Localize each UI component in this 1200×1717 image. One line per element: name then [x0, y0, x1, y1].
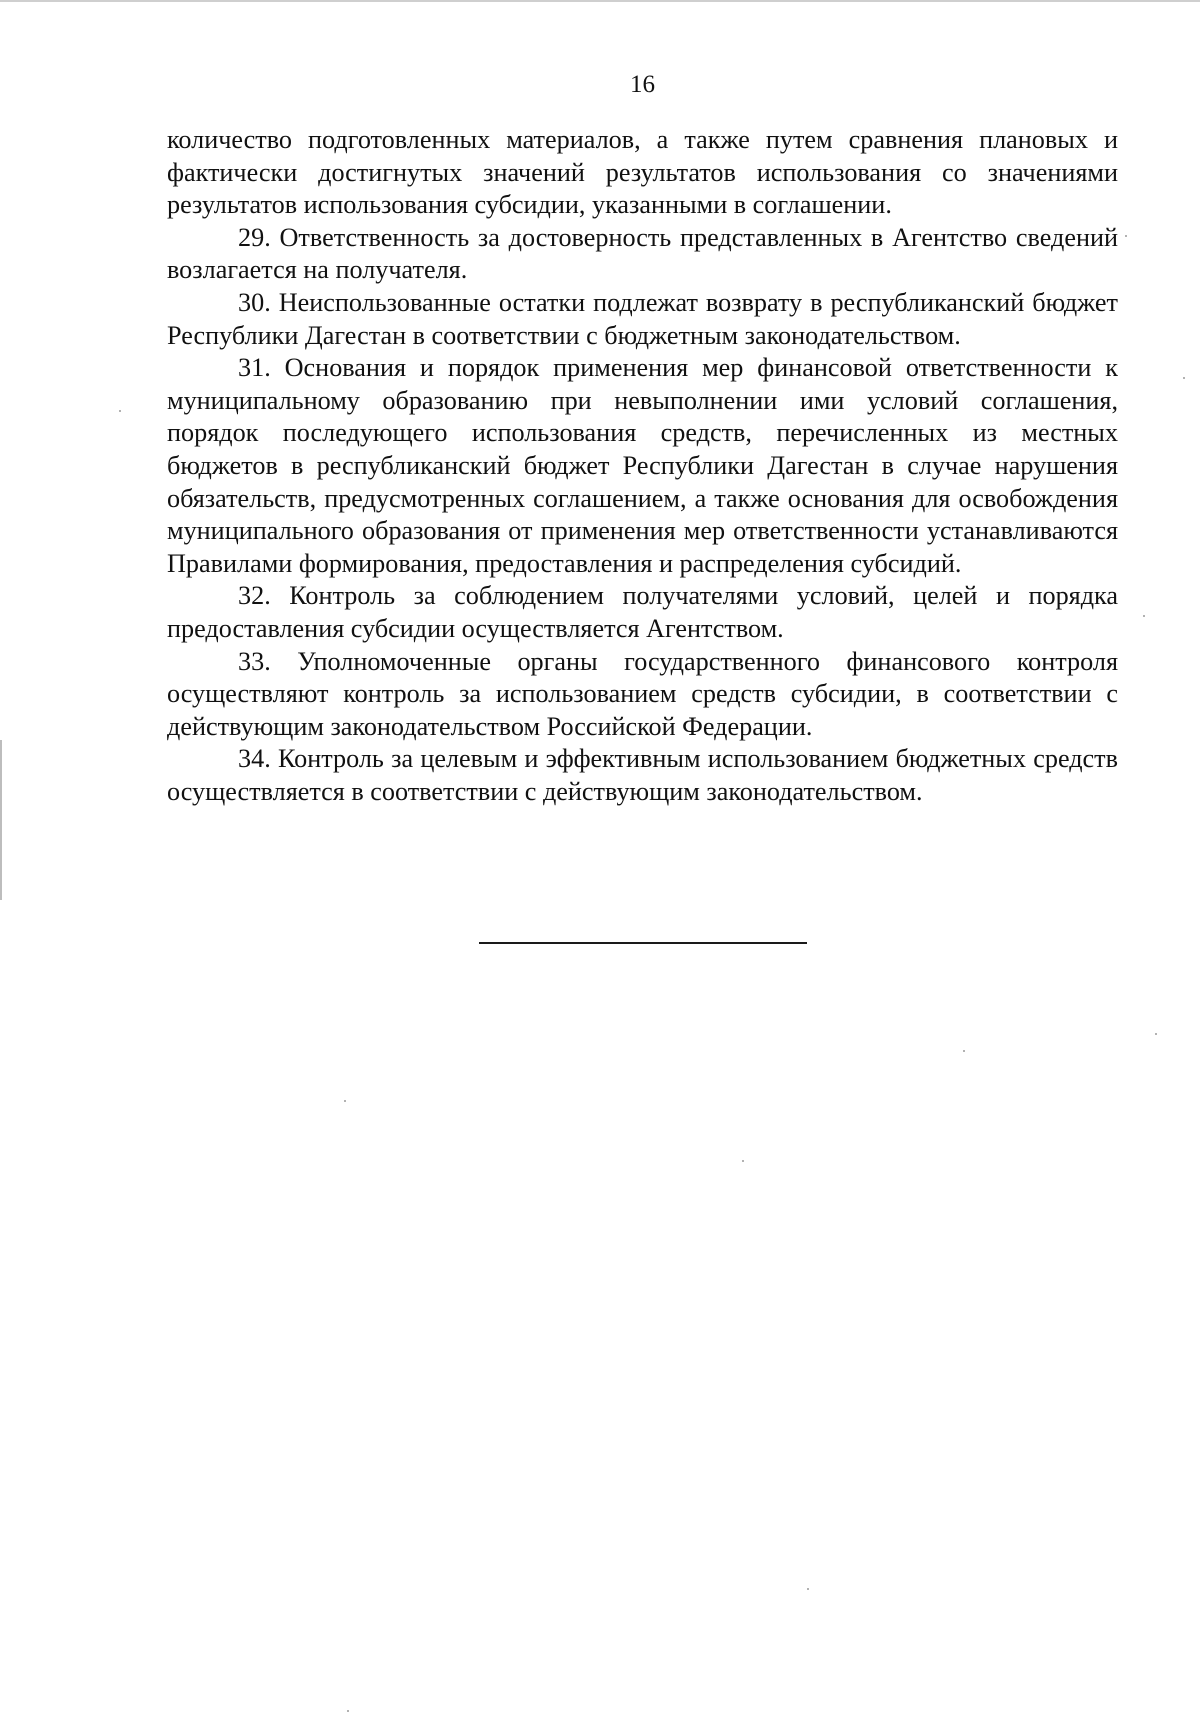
scan-speck [807, 1588, 809, 1590]
scan-speck [1143, 615, 1145, 617]
paragraph-34: 34. Контроль за целевым и эффективным использованием бюджетных средств осуществляется в соответствии с действующим законодательством. [167, 744, 1118, 806]
paragraph-30: 30. Неиспользованные остатки подлежат возврату в республиканский бюджет Республики Дагестан в соответствии с бюджетным законодательством. [167, 287, 1118, 350]
document-body [167, 124, 1118, 808]
scan-speck [963, 1050, 965, 1052]
scan-speck [1125, 235, 1127, 237]
paragraph-continuation: количество подготовленных материалов, а также путем сравнения плановых и фактически достигнутых значений результатов использования со значениями результатов использования субсидии, указанными в соглашении. [167, 125, 1118, 220]
paragraph-33: 33. Уполномоченные органы государственного финансового контроля осуществляют контроль за использованием средств субсидии, в соответствии с действующим законодательством Российской Федерации. [167, 646, 1118, 741]
scan-speck [742, 1160, 744, 1162]
paragraph-29: 29. Ответственность за достоверность представленных в Агентство сведений возлагается на получателя. [167, 222, 1118, 285]
paragraph-31: 31. Основания и порядок применения мер финансовой ответственности к муниципальному образованию при невыполнении ими условий соглашения, порядок последующего использования средств, перечисленных из местных бюджетов в республиканский бюджет Республики Дагестан в случае нарушения обязательств, предусмотренных соглашением, а также основания для освобождения муниципального образования от применения мер ответственности устанавливаются Правилами формирования, предоставления и распределения субсидий. [167, 353, 1118, 578]
paragraph-32: 32. Контроль за соблюдением получателями условий, целей и порядка предоставления субсидии осуществляется Агентством. [167, 581, 1118, 643]
scan-speck [344, 1100, 346, 1102]
scan-speck [347, 1710, 349, 1712]
scan-speck [119, 410, 121, 412]
scan-speck [1183, 377, 1185, 379]
scan-speck [1155, 1033, 1157, 1035]
end-separator-line [479, 942, 807, 944]
page-number: 16 [630, 71, 655, 98]
scan-edge-left [0, 740, 2, 900]
scan-edge-top [0, 0, 1200, 2]
